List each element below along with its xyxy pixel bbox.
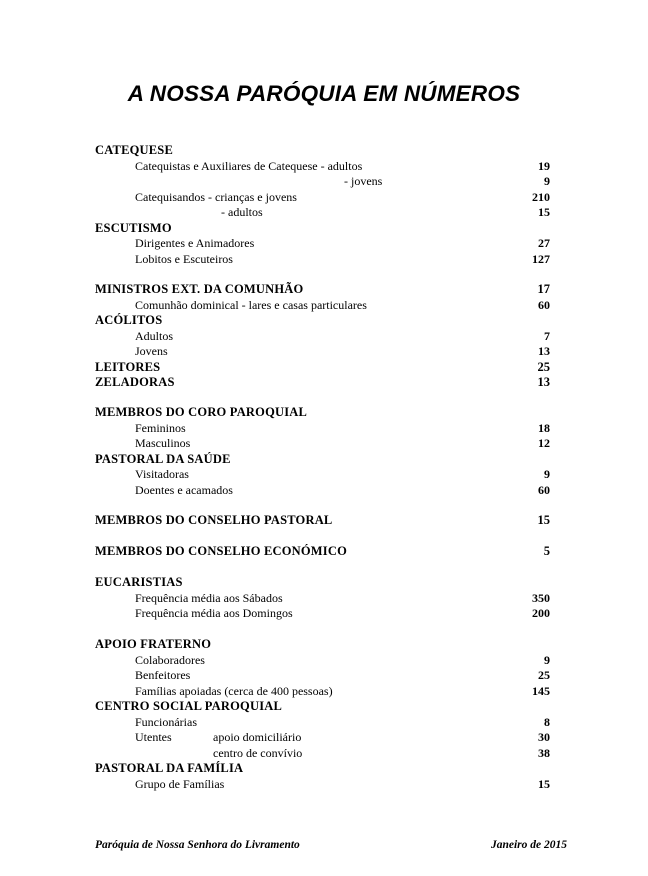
item-count: 200 [532,606,550,620]
section-heading [0,544,648,559]
item-label: - adultos [221,205,263,219]
section-heading [0,221,648,236]
item-label: Comunhão dominical - lares e casas particulares [135,298,367,312]
item-label: Benfeitores [135,668,191,682]
section-title: CENTRO SOCIAL PAROQUIAL [95,699,283,713]
footer-parish: Paróquia de Nossa Senhora do Livramento [95,839,300,851]
list-item [0,421,648,436]
section-heading [0,513,648,528]
item-count: 17 [537,282,550,296]
section-title: LEITORES [95,360,161,374]
item-label: Lobitos e Escuteiros [135,252,233,266]
item-count: 7 [544,329,550,343]
list-item [0,190,648,205]
item-label: Grupo de Famílias [135,777,225,791]
item-count: 15 [537,513,550,527]
item-count: 12 [538,436,550,450]
section-title: MEMBROS DO CONSELHO PASTORAL [95,513,333,527]
list-item [0,746,648,761]
item-label: Funcionárias [135,715,197,729]
item-count: 25 [537,360,550,374]
item-count: 350 [532,591,550,605]
item-label: Utentes [135,730,172,744]
list-item [0,777,648,792]
list-item [0,159,648,174]
list-item [0,730,648,745]
item-label: Dirigentes e Animadores [135,236,255,250]
item-count: 127 [532,252,550,266]
item-count: 25 [538,668,550,682]
item-count: 15 [538,205,550,219]
list-item [0,236,648,251]
list-item [0,684,648,699]
item-count: 5 [543,544,550,558]
item-label: centro de convívio [213,746,303,760]
item-count: 60 [538,483,550,497]
item-count: 145 [532,684,550,698]
item-label: Colaboradores [135,653,205,667]
section-title: ACÓLITOS [95,313,163,327]
item-count: 15 [538,777,550,791]
item-count: 9 [544,467,550,481]
section-heading [0,143,648,158]
item-label: Doentes e acamados [135,483,233,497]
section-heading [0,313,648,328]
section-title: ESCUTISMO [95,221,172,235]
section-title: MEMBROS DO CORO PAROQUIAL [95,405,308,419]
item-label: Masculinos [135,436,191,450]
list-item [0,436,648,451]
section-heading [0,761,648,776]
section-heading [0,360,648,375]
item-label: Famílias apoiadas (cerca de 400 pessoas) [135,684,333,698]
item-count: 9 [544,174,550,188]
item-count: 38 [538,746,550,760]
item-label: Femininos [135,421,186,435]
item-label: Frequência média aos Sábados [135,591,283,605]
section-title: EUCARISTIAS [95,575,183,589]
list-item [0,174,648,189]
section-heading [0,282,648,297]
item-label: - jovens [344,174,383,188]
list-item [0,483,648,498]
list-item [0,329,648,344]
item-sublabel: apoio domiciliário [213,730,302,744]
list-item [0,668,648,683]
section-heading [0,575,648,590]
item-label: Frequência média aos Domingos [135,606,293,620]
section-title: APOIO FRATERNO [95,637,212,651]
section-title: CATEQUESE [95,143,173,157]
item-count: 60 [538,298,550,312]
item-count: 30 [538,730,550,744]
item-count: 27 [538,236,550,250]
list-item [0,606,648,621]
list-item [0,715,648,730]
item-label: Visitadoras [135,467,189,481]
list-item [0,591,648,606]
item-label: Adultos [135,329,174,343]
footer-date: Janeiro de 2015 [490,839,567,851]
section-heading [0,637,648,652]
section-title: ZELADORAS [95,375,175,389]
item-count: 13 [537,375,550,389]
list-item [0,298,648,313]
list-item [0,252,648,267]
section-heading [0,375,648,390]
list-item [0,467,648,482]
section-heading [0,699,648,714]
item-label: Jovens [135,344,168,358]
list-item [0,205,648,220]
page-title: A NOSSA PARÓQUIA EM NÚMEROS [127,81,521,106]
item-label: Catequisandos - crianças e jovens [135,190,297,204]
item-count: 19 [538,159,550,173]
item-count: 210 [532,190,550,204]
section-title: PASTORAL DA SAÚDE [95,452,231,466]
item-label: Catequistas e Auxiliares de Catequese - adultos [135,159,363,173]
list-item [0,344,648,359]
section-heading [0,452,648,467]
section-title: MEMBROS DO CONSELHO ECONÓMICO [95,544,347,558]
item-count: 13 [538,344,550,358]
section-title: PASTORAL DA FAMÍLIA [95,761,244,775]
section-title: MINISTROS EXT. DA COMUNHÃO [95,282,304,296]
list-item [0,653,648,668]
item-count: 8 [544,715,550,729]
item-count: 9 [544,653,550,667]
section-heading [0,405,648,420]
item-count: 18 [538,421,550,435]
